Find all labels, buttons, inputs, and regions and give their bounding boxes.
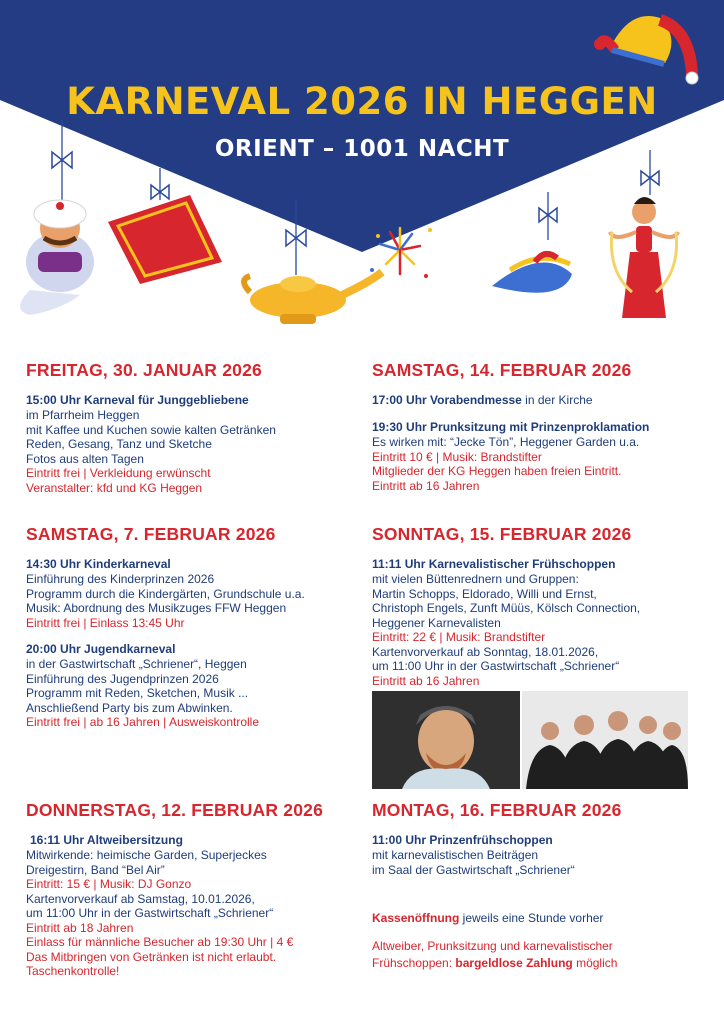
event-line: Einführung des Kinderprinzen 2026 [26,572,215,586]
payment-note [372,955,712,972]
event-line: mit Kaffee und Kuchen sowie kalten Getränken [26,422,276,437]
event-info: Eintritt: 15 € | Musik: DJ Gonzo [26,877,192,891]
box-office-note [372,911,712,926]
event-saturday-14 [372,360,712,493]
band-photo [522,691,688,789]
event-line [372,393,712,408]
event-title: 19:30 Uhr Prunksitzung mit Prinzenproklamation [372,420,650,434]
event-title: 15:00 Uhr Karneval für Junggebliebene [26,393,249,407]
note-text: möglich [572,955,618,970]
event-line: um 11:00 Uhr in der Gastwirtschaft „Schriener“ [26,906,274,920]
page-subtitle: ORIENT – 1001 NACHT [214,136,510,162]
event-info: Eintritt ab 16 Jahren [372,478,480,493]
event-line: Programm mit Reden, Sketchen, Musik ... [26,686,249,700]
event-line: Reden, Gesang, Tanz und Sketche [26,437,212,451]
event-saturday-7 [26,524,366,730]
performer-photo [372,691,520,789]
event-line: Kartenvorverkauf ab Samstag, 10.01.2026, [26,891,255,906]
event-line: Mitwirkende: heimische Garden, Superjeckes [26,848,267,862]
payment-note: Altweiber, Prunksitzung und karnevalistischer [372,938,613,953]
event-line: Dreigestirn, Band “Bel Air” [26,862,165,877]
event-line: Martin Schopps, Eldorado, Willi und Ernst, [372,586,597,601]
note-bold: Kassenöffnung [372,911,460,925]
event-line: Kartenvorverkauf ab Sonntag, 18.01.2026, [372,644,599,659]
day-heading: FREITAG, 30. JANUAR 2026 [26,360,262,380]
event-info: Veranstalter: kfd und KG Heggen [26,480,203,495]
event-title: 11:11 Uhr Karnevalistischer Frühschoppen [372,557,616,571]
event-title: 14:30 Uhr Kinderkarneval [26,557,171,571]
day-heading: SONNTAG, 15. FEBRUAR 2026 [372,524,632,544]
event-title: 16:11 Uhr Altweibersitzung [30,833,183,847]
event-info: Eintritt frei | Verkleidung erwünscht [26,466,211,480]
event-line: Programm durch die Kindergärten, Grundschule u.a. [26,586,305,601]
event-line: Einführung des Jugendprinzen 2026 [26,671,219,686]
event-line: mit vielen Büttenrednern und Gruppen: [372,572,579,586]
event-line: Christoph Engels, Zunft Müüs, Kölsch Connection, [372,601,641,615]
event-line: in der Gastwirtschaft „Schriener“, Heggen [26,657,247,671]
note-text: Frühschoppen: [372,955,456,970]
event-line: im Pfarrheim Heggen [26,408,140,422]
day-heading: DONNERSTAG, 12. FEBRUAR 2026 [26,800,324,820]
event-line: Fotos aus alten Tagen [26,451,144,466]
flying-carpet-icon [108,195,222,284]
event-info: Das Mitbringen von Getränken ist nicht erlaubt. [26,949,277,964]
event-info: Eintritt frei | Einlass 13:45 Uhr [26,615,185,630]
event-info: Eintritt frei | ab 16 Jahren | Ausweiskontrolle [26,715,260,729]
event-info: Mitglieder der KG Heggen haben freien Eintritt. [372,464,622,478]
event-info: Taschenkontrolle! [26,964,120,978]
carnival-cap-icon [492,254,572,293]
day-heading: SAMSTAG, 7. FEBRUAR 2026 [26,524,276,544]
event-line: Musik: Abordnung des Musikzuges FFW Heggen [26,601,287,615]
genie-icon [20,200,94,315]
event-info: Eintritt ab 16 Jahren [372,673,480,688]
event-line: Heggener Karnevalisten [372,615,501,630]
event-location: in der Kirche [521,393,593,407]
event-line: im Saal der Gastwirtschaft „Schriener“ [372,862,575,877]
event-title: 11:00 Uhr Prinzenfrühschoppen [372,833,553,847]
day-heading: SAMSTAG, 14. FEBRUAR 2026 [372,360,632,380]
page-title: KARNEVAL 2026 IN HEGGEN [66,80,658,123]
dancer-icon [610,197,678,318]
event-thursday [26,800,366,979]
note-text: jeweils eine Stunde vorher [459,911,604,925]
event-line: Anschließend Party bis zum Abwinken. [26,700,233,715]
event-line: um 11:00 Uhr in der Gastwirtschaft „Schriener“ [372,659,620,673]
header-banner [0,0,724,330]
event-line: Es wirken mit: “Jecke Tön”, Heggener Garden u.a. [372,435,640,449]
event-info: Eintritt ab 18 Jahren [26,920,134,935]
event-monday [372,800,712,972]
event-info: Eintritt 10 € | Musik: Brandstifter [372,449,542,464]
note-bold: bargeldlose Zahlung [455,955,573,970]
day-heading: MONTAG, 16. FEBRUAR 2026 [372,800,622,820]
magic-lamp-icon [244,272,382,324]
event-friday [26,360,366,495]
event-title: 20:00 Uhr Jugendkarneval [26,642,176,656]
event-info: Eintritt: 22 € | Musik: Brandstifter [372,630,546,644]
event-sunday [372,524,712,688]
event-line: mit karnevalistischen Beiträgen [372,848,539,862]
event-info: Einlass für männliche Besucher ab 19:30 Uhr | 4 € [26,935,294,949]
event-title: 17:00 Uhr Vorabendmesse [372,393,522,407]
